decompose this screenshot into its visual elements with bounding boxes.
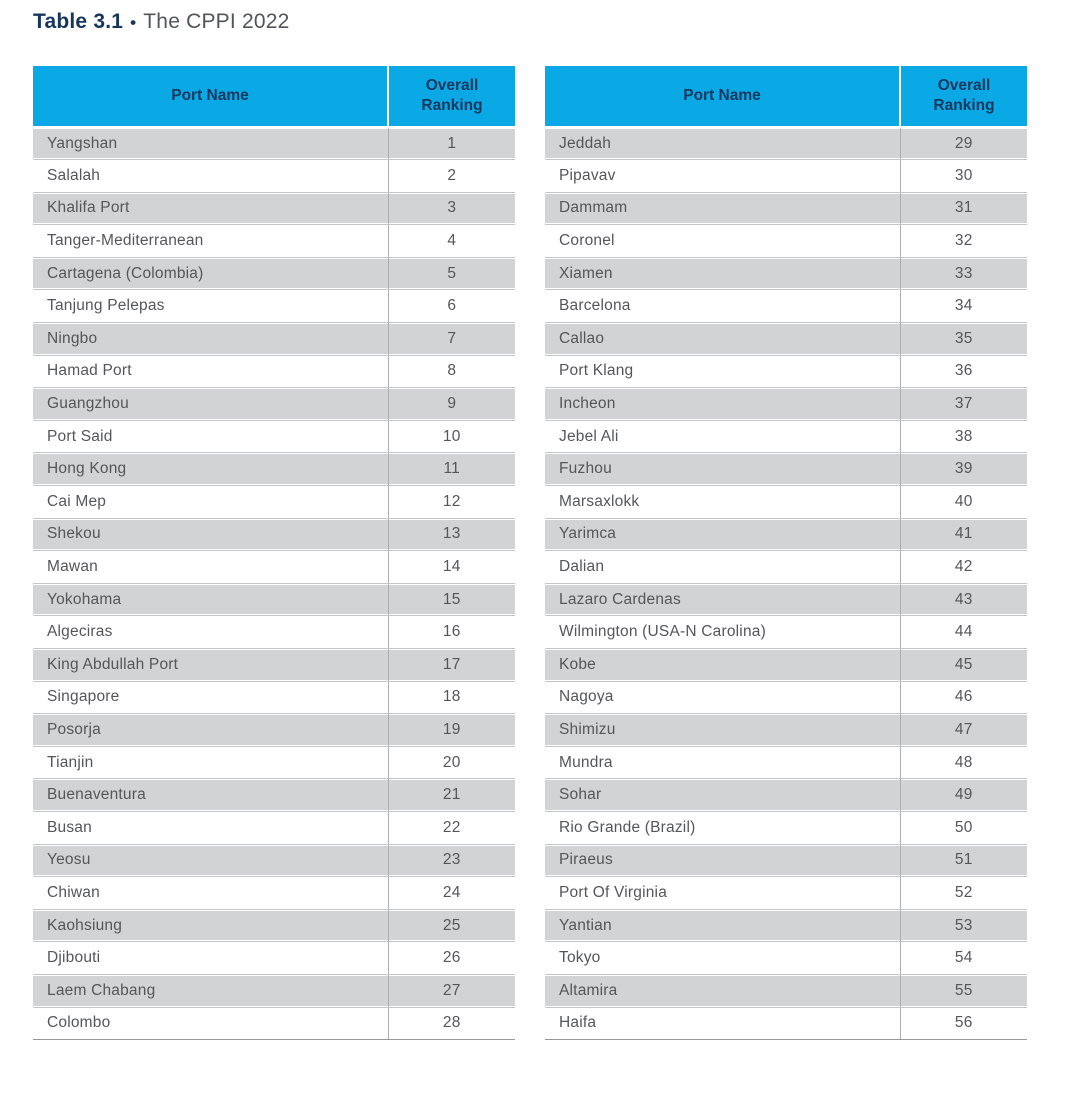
port-name-cell: Fuzhou (545, 453, 900, 486)
table-row (545, 225, 1027, 258)
overall-ranking-cell: 26 (388, 942, 515, 975)
port-name-cell: Laem Chabang (33, 974, 388, 1007)
overall-ranking-cell: 5 (388, 257, 515, 290)
port-name-cell: Coronel (545, 225, 900, 258)
port-name-cell: Yeosu (33, 844, 388, 877)
overall-ranking-cell: 35 (900, 323, 1027, 356)
table-row (33, 649, 515, 682)
overall-ranking-cell: 34 (900, 290, 1027, 323)
table-row (545, 127, 1027, 160)
tables-container (33, 66, 1080, 1040)
port-name-cell: Guangzhou (33, 388, 388, 421)
port-name-cell: Barcelona (545, 290, 900, 323)
port-name-cell: Jebel Ali (545, 420, 900, 453)
table-row (545, 942, 1027, 975)
port-name-cell: Kobe (545, 649, 900, 682)
column-header-overall-ranking: Overall Ranking (388, 66, 515, 127)
port-name-cell: Shimizu (545, 714, 900, 747)
overall-ranking-cell: 47 (900, 714, 1027, 747)
table-row (545, 583, 1027, 616)
port-name-cell: Port Of Virginia (545, 877, 900, 910)
table-title-bullet-icon: • (130, 13, 137, 32)
table-row (33, 942, 515, 975)
port-name-cell: Salalah (33, 160, 388, 193)
table-row (545, 681, 1027, 714)
overall-ranking-cell: 42 (900, 551, 1027, 584)
overall-ranking-cell: 11 (388, 453, 515, 486)
port-name-cell: Colombo (33, 1007, 388, 1040)
table-row (33, 909, 515, 942)
table-row (33, 551, 515, 584)
port-name-cell: King Abdullah Port (33, 649, 388, 682)
port-name-cell: Port Said (33, 420, 388, 453)
table-row (545, 877, 1027, 910)
port-name-cell: Lazaro Cardenas (545, 583, 900, 616)
port-name-cell: Hamad Port (33, 355, 388, 388)
port-name-cell: Pipavav (545, 160, 900, 193)
table-row (545, 649, 1027, 682)
overall-ranking-cell: 53 (900, 909, 1027, 942)
overall-ranking-cell: 15 (388, 583, 515, 616)
port-name-cell: Yangshan (33, 127, 388, 160)
port-name-cell: Port Klang (545, 355, 900, 388)
table-title-number: Table 3.1 (33, 10, 124, 33)
overall-ranking-cell: 41 (900, 518, 1027, 551)
table-row (545, 192, 1027, 225)
overall-ranking-cell: 33 (900, 257, 1027, 290)
port-name-cell: Posorja (33, 714, 388, 747)
column-header-port-name: Port Name (545, 66, 900, 127)
overall-ranking-cell: 6 (388, 290, 515, 323)
table-row (545, 453, 1027, 486)
table-row (33, 583, 515, 616)
overall-ranking-cell: 48 (900, 746, 1027, 779)
ranking-table-right (545, 66, 1027, 1040)
table-row (33, 681, 515, 714)
overall-ranking-cell: 40 (900, 486, 1027, 519)
overall-ranking-cell: 37 (900, 388, 1027, 421)
overall-ranking-cell: 13 (388, 518, 515, 551)
overall-ranking-cell: 14 (388, 551, 515, 584)
table-row (33, 616, 515, 649)
port-name-cell: Djibouti (33, 942, 388, 975)
overall-ranking-cell: 32 (900, 225, 1027, 258)
overall-ranking-cell: 46 (900, 681, 1027, 714)
column-header-port-name: Port Name (33, 66, 388, 127)
table-row (33, 811, 515, 844)
table-row (545, 551, 1027, 584)
overall-ranking-cell: 50 (900, 811, 1027, 844)
port-name-cell: Shekou (33, 518, 388, 551)
header-row (33, 66, 515, 127)
overall-ranking-cell: 20 (388, 746, 515, 779)
port-name-cell: Wilmington (USA-N Carolina) (545, 616, 900, 649)
table-row (33, 486, 515, 519)
overall-ranking-cell: 27 (388, 974, 515, 1007)
port-name-cell: Xiamen (545, 257, 900, 290)
table-row (33, 192, 515, 225)
port-name-cell: Tokyo (545, 942, 900, 975)
port-name-cell: Tanger-Mediterranean (33, 225, 388, 258)
port-name-cell: Incheon (545, 388, 900, 421)
overall-ranking-cell: 12 (388, 486, 515, 519)
port-name-cell: Sohar (545, 779, 900, 812)
table-row (33, 225, 515, 258)
port-name-cell: Singapore (33, 681, 388, 714)
table-title (33, 9, 1080, 36)
port-name-cell: Dammam (545, 192, 900, 225)
port-name-cell: Marsaxlokk (545, 486, 900, 519)
overall-ranking-cell: 2 (388, 160, 515, 193)
port-name-cell: Tanjung Pelepas (33, 290, 388, 323)
overall-ranking-cell: 36 (900, 355, 1027, 388)
table-row (545, 290, 1027, 323)
overall-ranking-cell: 24 (388, 877, 515, 910)
table-row (545, 420, 1027, 453)
overall-ranking-cell: 49 (900, 779, 1027, 812)
table-row (545, 257, 1027, 290)
table-row (545, 486, 1027, 519)
table-row (33, 746, 515, 779)
port-name-cell: Busan (33, 811, 388, 844)
port-name-cell: Hong Kong (33, 453, 388, 486)
port-name-cell: Callao (545, 323, 900, 356)
table-row (545, 323, 1027, 356)
port-name-cell: Ningbo (33, 323, 388, 356)
overall-ranking-cell: 9 (388, 388, 515, 421)
overall-ranking-cell: 25 (388, 909, 515, 942)
port-name-cell: Altamira (545, 974, 900, 1007)
table-row (545, 518, 1027, 551)
overall-ranking-cell: 3 (388, 192, 515, 225)
port-name-cell: Dalian (545, 551, 900, 584)
table-row (33, 453, 515, 486)
table-row (33, 877, 515, 910)
table-row (33, 388, 515, 421)
port-name-cell: Haifa (545, 1007, 900, 1040)
port-name-cell: Kaohsiung (33, 909, 388, 942)
table-row (545, 616, 1027, 649)
overall-ranking-cell: 31 (900, 192, 1027, 225)
overall-ranking-cell: 16 (388, 616, 515, 649)
table-row (545, 388, 1027, 421)
overall-ranking-cell: 4 (388, 225, 515, 258)
overall-ranking-cell: 18 (388, 681, 515, 714)
port-name-cell: Khalifa Port (33, 192, 388, 225)
port-name-cell: Yokohama (33, 583, 388, 616)
overall-ranking-cell: 22 (388, 811, 515, 844)
port-name-cell: Nagoya (545, 681, 900, 714)
overall-ranking-cell: 30 (900, 160, 1027, 193)
column-header-overall-ranking: Overall Ranking (900, 66, 1027, 127)
overall-ranking-cell: 45 (900, 649, 1027, 682)
overall-ranking-cell: 23 (388, 844, 515, 877)
overall-ranking-cell: 39 (900, 453, 1027, 486)
overall-ranking-cell: 28 (388, 1007, 515, 1040)
port-name-cell: Algeciras (33, 616, 388, 649)
table-title-subtitle: The CPPI 2022 (143, 10, 290, 33)
table-row (545, 1007, 1027, 1040)
table-row (33, 355, 515, 388)
table-row (33, 779, 515, 812)
table-body-right (545, 127, 1027, 1040)
port-name-cell: Chiwan (33, 877, 388, 910)
table-row (33, 1007, 515, 1040)
table-row (545, 746, 1027, 779)
overall-ranking-cell: 17 (388, 649, 515, 682)
port-name-cell: Yantian (545, 909, 900, 942)
overall-ranking-cell: 21 (388, 779, 515, 812)
overall-ranking-cell: 10 (388, 420, 515, 453)
table-row (33, 974, 515, 1007)
table-row (545, 779, 1027, 812)
table-row (545, 974, 1027, 1007)
table-row (33, 127, 515, 160)
table-row (545, 844, 1027, 877)
table-row (33, 323, 515, 356)
port-name-cell: Tianjin (33, 746, 388, 779)
port-name-cell: Rio Grande (Brazil) (545, 811, 900, 844)
overall-ranking-cell: 44 (900, 616, 1027, 649)
overall-ranking-cell: 55 (900, 974, 1027, 1007)
ranking-table-left (33, 66, 515, 1040)
overall-ranking-cell: 38 (900, 420, 1027, 453)
port-name-cell: Buenaventura (33, 779, 388, 812)
overall-ranking-cell: 19 (388, 714, 515, 747)
port-name-cell: Piraeus (545, 844, 900, 877)
table-row (33, 420, 515, 453)
table-row (33, 257, 515, 290)
table-row (545, 355, 1027, 388)
overall-ranking-cell: 43 (900, 583, 1027, 616)
overall-ranking-cell: 1 (388, 127, 515, 160)
port-name-cell: Jeddah (545, 127, 900, 160)
table-body-left (33, 127, 515, 1040)
overall-ranking-cell: 54 (900, 942, 1027, 975)
port-name-cell: Mundra (545, 746, 900, 779)
overall-ranking-cell: 8 (388, 355, 515, 388)
table-row (33, 290, 515, 323)
table-row (33, 714, 515, 747)
overall-ranking-cell: 51 (900, 844, 1027, 877)
table-row (545, 714, 1027, 747)
overall-ranking-cell: 52 (900, 877, 1027, 910)
port-name-cell: Cartagena (Colombia) (33, 257, 388, 290)
table-row (545, 160, 1027, 193)
port-name-cell: Mawan (33, 551, 388, 584)
header-row (545, 66, 1027, 127)
table-row (545, 811, 1027, 844)
port-name-cell: Yarimca (545, 518, 900, 551)
overall-ranking-cell: 7 (388, 323, 515, 356)
overall-ranking-cell: 56 (900, 1007, 1027, 1040)
table-row (33, 518, 515, 551)
overall-ranking-cell: 29 (900, 127, 1027, 160)
table-row (33, 844, 515, 877)
table-row (545, 909, 1027, 942)
port-name-cell: Cai Mep (33, 486, 388, 519)
table-row (33, 160, 515, 193)
